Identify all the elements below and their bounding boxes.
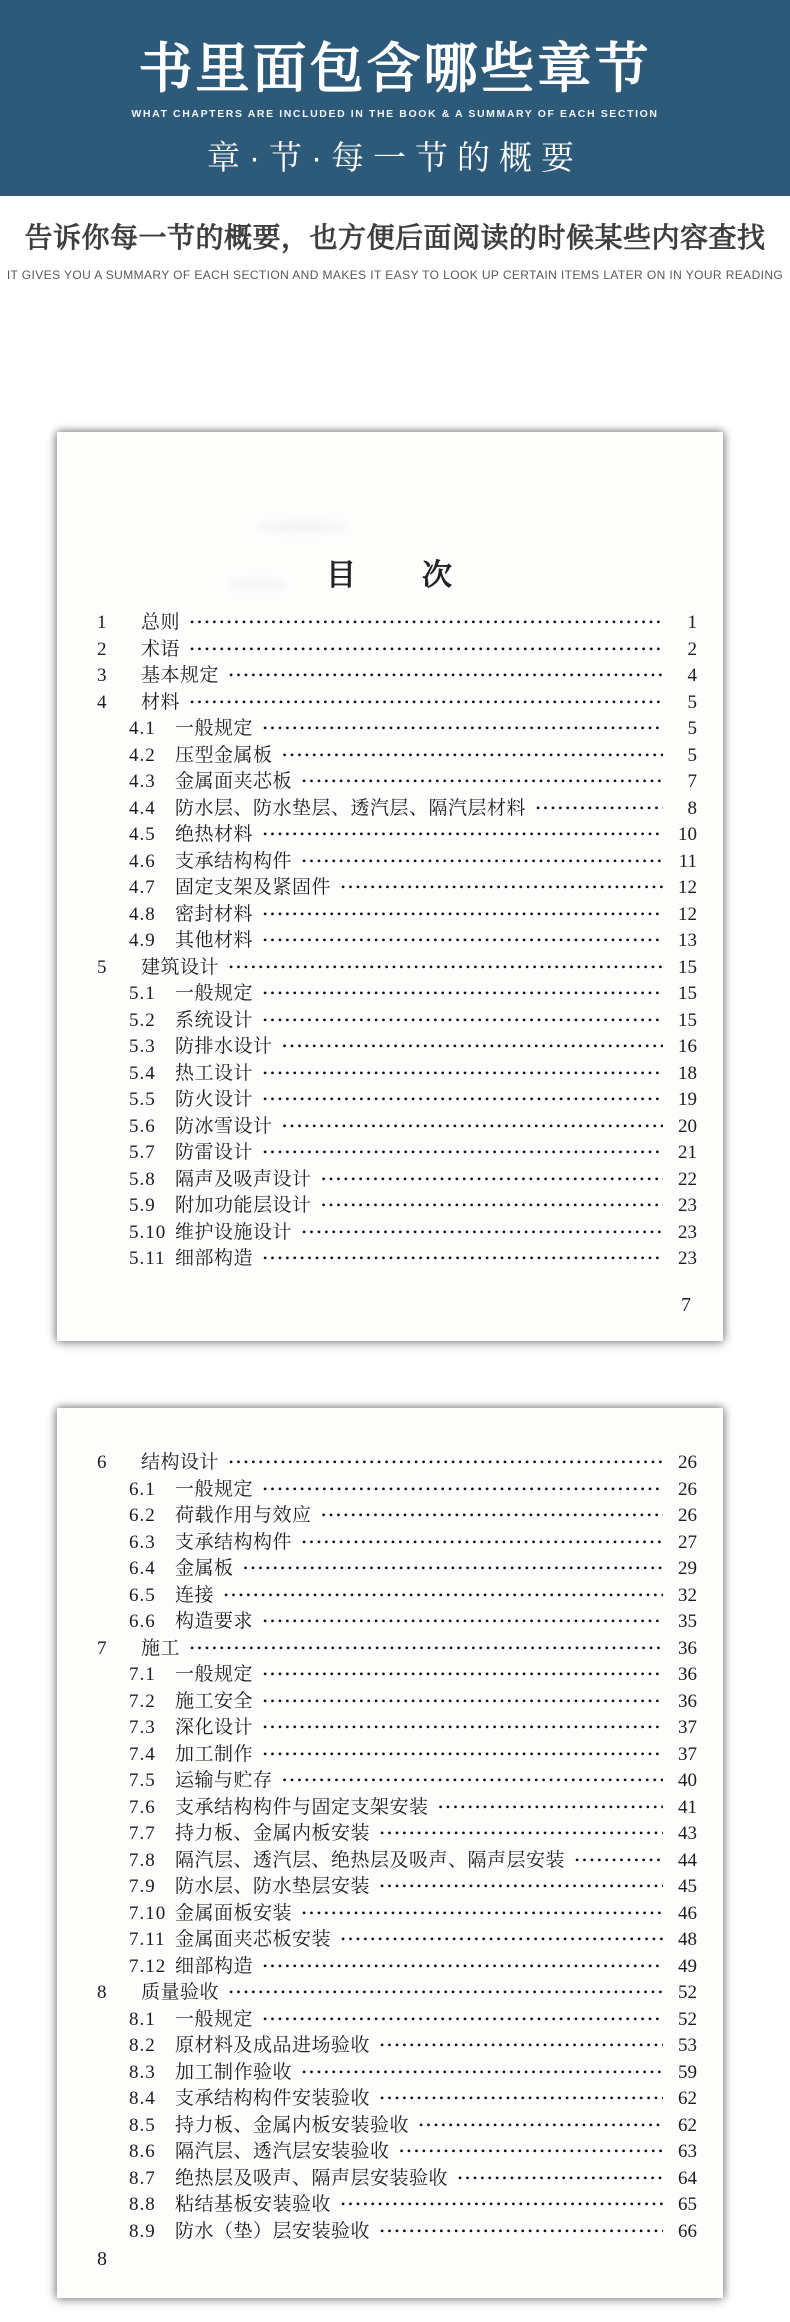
dot-leader <box>419 2119 663 2131</box>
toc-entry-title: 原材料及成品进场验收 <box>175 2035 371 2056</box>
toc-entry <box>57 1795 723 1822</box>
toc-entry-title: 运输与贮存 <box>175 1770 273 1791</box>
toc-entry-title: 密封材料 <box>175 903 254 925</box>
toc-entry <box>57 637 723 664</box>
dot-leader <box>263 1014 663 1026</box>
toc-entry <box>57 610 723 637</box>
toc-entry <box>57 902 723 929</box>
toc-entry-page: 20 <box>678 1115 697 1137</box>
toc-entry-number: 6.2 <box>129 1505 156 1526</box>
toc-entry-title: 构造要求 <box>175 1611 254 1632</box>
toc-entry <box>57 849 723 876</box>
toc-entry-page: 16 <box>678 1036 697 1057</box>
toc-entry-page: 37 <box>678 1743 697 1765</box>
toc-entry-number: 4.5 <box>129 824 156 845</box>
toc-entry-title: 一般规定 <box>175 718 254 739</box>
toc-entry-page: 46 <box>678 1902 697 1924</box>
toc-entry-number: 7.2 <box>129 1690 156 1712</box>
dot-leader <box>224 1589 663 1601</box>
dot-leader <box>302 855 663 867</box>
toc-entry-page: 23 <box>678 1221 697 1243</box>
toc-entry-page: 5 <box>687 744 697 766</box>
toc-entry-number: 8.4 <box>129 2088 156 2109</box>
dot-leader <box>263 2013 663 2025</box>
toc-entry-number: 8.6 <box>129 2141 156 2162</box>
dot-leader <box>380 2225 663 2237</box>
dot-leader <box>263 828 663 840</box>
toc-entry-number: 5.4 <box>129 1062 156 1084</box>
intro-text-english: IT GIVES YOU A SUMMARY OF EACH SECTION AND MAKES IT EASY TO LOOK UP CERTAIN ITEMS LATER ON IN YOUR READING <box>6 268 784 282</box>
dot-leader <box>575 1854 663 1866</box>
toc-entry-number: 4.8 <box>129 903 156 925</box>
toc-entry-title: 加工制作验收 <box>175 2061 293 2083</box>
toc-entry-page: 64 <box>678 2167 697 2189</box>
toc-entry-title: 深化设计 <box>175 1717 254 1738</box>
toc-entry <box>57 955 723 982</box>
toc-entry-number: 6.3 <box>129 1531 156 1553</box>
toc-entry-title: 一般规定 <box>175 983 254 1004</box>
toc-entry <box>57 2033 723 2060</box>
toc-entry-page: 66 <box>678 2220 697 2242</box>
toc-entry-page: 12 <box>678 903 697 925</box>
dot-leader <box>283 1040 663 1052</box>
toc-entry-page: 27 <box>678 1531 697 1553</box>
toc-entry <box>57 1167 723 1194</box>
dot-leader <box>341 2198 663 2210</box>
toc-entry <box>57 1008 723 1035</box>
toc-entry <box>57 1901 723 1928</box>
toc-entry-title: 支承结构构件 <box>175 1531 293 1553</box>
toc-entry <box>57 1583 723 1610</box>
dot-leader <box>263 1615 663 1627</box>
toc-entry-title: 连接 <box>175 1584 215 1606</box>
toc-entry-page: 21 <box>678 1142 697 1163</box>
toc-entry-page: 36 <box>678 1690 697 1712</box>
toc-entry-page: 23 <box>678 1195 697 1216</box>
toc-entry-title: 防水（垫）层安装验收 <box>175 2220 371 2242</box>
toc-entry-page: 65 <box>678 2194 697 2215</box>
toc-entry <box>57 1220 723 1247</box>
toc-entry-number: 7.4 <box>129 1743 156 1765</box>
toc-entry-page: 12 <box>678 877 697 898</box>
toc-entry <box>57 2086 723 2113</box>
toc-entry-number: 7.8 <box>129 1849 156 1871</box>
toc-entry-title: 防火设计 <box>175 1089 254 1110</box>
toc-entry-number: 4.6 <box>129 850 156 872</box>
toc-entry-title: 固定支架及紧固件 <box>175 877 332 898</box>
toc-entry-number: 8 <box>97 1982 107 2003</box>
toc-entry-page: 10 <box>678 824 697 845</box>
toc-entry-title: 维护设施设计 <box>175 1221 293 1243</box>
toc-entry-number: 5.8 <box>129 1168 156 1190</box>
toc-entry-title: 金属板 <box>175 1558 234 1579</box>
toc-scan-page-1 <box>57 432 723 1341</box>
toc-entry <box>57 1742 723 1769</box>
toc-entry <box>57 2219 723 2246</box>
dot-leader <box>263 1093 663 1105</box>
toc-entry-title: 材料 <box>141 691 181 713</box>
toc-entry-title: 防水层、防水垫层、透汽层、隔汽层材料 <box>175 797 527 819</box>
toc-entry-page: 48 <box>678 1929 697 1950</box>
toc-entry-title: 系统设计 <box>175 1009 254 1031</box>
dot-leader <box>244 1562 663 1574</box>
dot-leader <box>439 1801 663 1813</box>
toc-entry-title: 持力板、金属内板安装 <box>175 1823 371 1844</box>
toc-entry-number: 7.7 <box>129 1823 156 1844</box>
toc-list <box>57 1450 723 2245</box>
dot-leader <box>229 669 663 681</box>
toc-entry-page: 41 <box>678 1796 697 1818</box>
toc-entry-title: 隔声及吸声设计 <box>175 1168 312 1190</box>
section-banner <box>0 0 790 196</box>
toc-entry <box>57 1477 723 1504</box>
toc-heading: 目 次 <box>326 559 454 592</box>
dot-leader <box>400 2145 663 2157</box>
dot-leader <box>229 961 663 973</box>
toc-entry-page: 22 <box>678 1168 697 1190</box>
toc-entry <box>57 1556 723 1583</box>
toc-entry-page: 7 <box>687 771 697 792</box>
toc-entry <box>57 928 723 955</box>
toc-entry-page: 36 <box>678 1664 697 1685</box>
banner-subtitle-english: WHAT CHAPTERS ARE INCLUDED IN THE BOOK & A SUMMARY OF EACH SECTION <box>131 108 659 120</box>
dot-leader <box>263 987 663 999</box>
toc-entry-page: 63 <box>678 2141 697 2162</box>
toc-entry-number: 7.11 <box>129 1929 166 1950</box>
toc-entry-title: 质量验收 <box>141 1982 220 2003</box>
dot-leader <box>302 775 663 787</box>
toc-entry-page: 4 <box>687 665 697 686</box>
toc-entry-page: 44 <box>678 1849 697 1871</box>
toc-entry-page: 23 <box>678 1248 697 1269</box>
toc-entry <box>57 1927 723 1954</box>
toc-entry-page: 45 <box>678 1876 697 1897</box>
toc-list <box>57 610 723 1273</box>
toc-entry <box>57 2007 723 2034</box>
toc-entry-title: 施工 <box>141 1637 181 1659</box>
toc-entry-page: 53 <box>678 2035 697 2056</box>
toc-entry-title: 支承结构构件安装验收 <box>175 2088 371 2109</box>
dot-leader <box>190 643 663 655</box>
dot-leader <box>302 1907 663 1919</box>
toc-entry-page: 5 <box>687 691 697 713</box>
toc-entry-page: 11 <box>678 850 697 872</box>
toc-entry-title: 热工设计 <box>175 1062 254 1084</box>
toc-entry-number: 8.9 <box>129 2220 156 2242</box>
toc-entry-number: 6.5 <box>129 1584 156 1606</box>
toc-entry-number: 5 <box>97 956 107 978</box>
toc-entry-title: 防雷设计 <box>175 1142 254 1163</box>
toc-entry <box>57 690 723 717</box>
toc-entry-title: 总则 <box>141 612 181 633</box>
toc-entry-title: 一般规定 <box>175 1478 254 1500</box>
toc-entry-title: 隔汽层、透汽层安装验收 <box>175 2141 390 2162</box>
toc-entry-number: 1 <box>97 612 107 633</box>
toc-entry-title: 术语 <box>141 638 181 660</box>
toc-entry <box>57 2139 723 2166</box>
toc-entry <box>57 2192 723 2219</box>
toc-entry-page: 52 <box>678 2008 697 2030</box>
toc-entry-number: 4 <box>97 691 107 713</box>
toc-entry <box>57 663 723 690</box>
dot-leader <box>283 1120 663 1132</box>
toc-entry-title: 细部构造 <box>175 1248 254 1269</box>
toc-entry-title: 基本规定 <box>141 665 220 686</box>
toc-entry-title: 一般规定 <box>175 2008 254 2030</box>
toc-entry-page: 1 <box>687 612 697 633</box>
toc-entry-title: 粘结基板安装验收 <box>175 2194 332 2215</box>
toc-entry-page: 59 <box>678 2061 697 2083</box>
toc-entry <box>57 1768 723 1795</box>
dot-leader <box>380 2039 663 2051</box>
toc-entry-page: 18 <box>678 1062 697 1084</box>
toc-entry-title: 附加功能层设计 <box>175 1195 312 1216</box>
toc-entry-number: 8.2 <box>129 2035 156 2056</box>
dot-leader <box>263 1748 663 1760</box>
toc-entry <box>57 743 723 770</box>
toc-entry-page: 26 <box>678 1452 697 1473</box>
toc-entry-page: 29 <box>678 1558 697 1579</box>
toc-entry-number: 7.10 <box>129 1902 167 1924</box>
dot-leader <box>380 1880 663 1892</box>
toc-entry <box>57 1609 723 1636</box>
toc-entry <box>57 1034 723 1061</box>
toc-entry <box>57 1450 723 1477</box>
toc-entry-number: 5.3 <box>129 1036 156 1057</box>
toc-entry <box>57 981 723 1008</box>
dot-leader <box>322 1199 663 1211</box>
toc-entry-number: 4.3 <box>129 771 156 792</box>
toc-entry-number: 5.11 <box>129 1248 166 1269</box>
dot-leader <box>302 1226 663 1238</box>
toc-entry-title: 施工安全 <box>175 1690 254 1712</box>
toc-entry-page: 15 <box>678 1009 697 1031</box>
toc-entry <box>57 1140 723 1167</box>
toc-entry-number: 7.3 <box>129 1717 156 1738</box>
toc-entry-title: 加工制作 <box>175 1743 254 1765</box>
toc-entry-title: 绝热层及吸声、隔声层安装验收 <box>175 2167 449 2189</box>
dot-leader <box>536 802 663 814</box>
dot-leader <box>458 2172 663 2184</box>
toc-entry-page: 62 <box>678 2114 697 2136</box>
folio-page-number: 7 <box>681 1294 691 1316</box>
toc-entry-page: 62 <box>678 2088 697 2109</box>
toc-entry-page: 5 <box>687 718 697 739</box>
toc-entry-page: 32 <box>678 1584 697 1606</box>
toc-entry-number: 4.9 <box>129 930 156 951</box>
toc-entry-number: 6.4 <box>129 1558 156 1579</box>
toc-entry <box>57 2166 723 2193</box>
toc-entry <box>57 1874 723 1901</box>
toc-entry <box>57 1061 723 1088</box>
toc-entry-number: 6 <box>97 1452 107 1473</box>
dot-leader <box>263 1067 663 1079</box>
toc-entry <box>57 2113 723 2140</box>
toc-entry-number: 5.7 <box>129 1142 156 1163</box>
toc-entry-number: 7.5 <box>129 1770 156 1791</box>
toc-entry-page: 26 <box>678 1505 697 1526</box>
toc-entry-page: 36 <box>678 1637 697 1659</box>
toc-entry <box>57 1954 723 1981</box>
intro-text-chinese: 告诉你每一节的概要，也方便后面阅读的时候某些内容查找 <box>24 222 766 253</box>
toc-entry-page: 26 <box>678 1478 697 1500</box>
toc-entry-number: 7.9 <box>129 1876 156 1897</box>
toc-entry <box>57 1821 723 1848</box>
toc-entry-page: 8 <box>687 797 697 819</box>
toc-entry <box>57 875 723 902</box>
toc-entry-title: 金属面夹芯板安装 <box>175 1929 332 1950</box>
toc-entry-number: 7.12 <box>129 1955 167 1977</box>
toc-entry-number: 7.1 <box>129 1664 156 1685</box>
banner-subtitle-chinese: 章·节·每一节的概要 <box>207 139 583 176</box>
toc-entry <box>57 796 723 823</box>
toc-entry-number: 4.4 <box>129 797 156 819</box>
toc-entry-number: 8.7 <box>129 2167 156 2189</box>
toc-entry <box>57 1636 723 1663</box>
toc-entry-number: 5.9 <box>129 1195 156 1216</box>
toc-entry-title: 防冰雪设计 <box>175 1115 273 1137</box>
toc-entry-page: 19 <box>678 1089 697 1110</box>
toc-entry <box>57 1503 723 1530</box>
toc-entry-number: 5.2 <box>129 1009 156 1031</box>
toc-entry <box>57 1689 723 1716</box>
toc-entry-title: 一般规定 <box>175 1664 254 1685</box>
dot-leader <box>263 1252 663 1264</box>
dot-leader <box>263 1695 663 1707</box>
folio-page-number: 8 <box>97 2248 107 2270</box>
dot-leader <box>190 616 663 628</box>
toc-entry-number: 3 <box>97 665 107 686</box>
dot-leader <box>283 1774 663 1786</box>
dot-leader <box>263 1960 663 1972</box>
toc-entry-page: 40 <box>678 1770 697 1791</box>
toc-entry <box>57 1848 723 1875</box>
dot-leader <box>229 1986 663 1998</box>
intro-section <box>0 196 790 316</box>
toc-entry-title: 防排水设计 <box>175 1036 273 1057</box>
dot-leader <box>380 1827 663 1839</box>
dot-leader <box>263 908 663 920</box>
toc-entry-number: 5.5 <box>129 1089 156 1110</box>
toc-entry-number: 6.1 <box>129 1478 156 1500</box>
toc-entry-title: 持力板、金属内板安装验收 <box>175 2114 410 2136</box>
dot-leader <box>341 1933 663 1945</box>
banner-title: 书里面包含哪些章节 <box>138 39 652 99</box>
toc-entry <box>57 1114 723 1141</box>
toc-entry-title: 其他材料 <box>175 930 254 951</box>
toc-entry-title: 金属面板安装 <box>175 1902 293 1924</box>
toc-entry-page: 13 <box>678 930 697 951</box>
toc-entry-number: 5.1 <box>129 983 156 1004</box>
dot-leader <box>302 1536 663 1548</box>
toc-entry-page: 15 <box>678 956 697 978</box>
toc-entry-number: 4.1 <box>129 718 156 739</box>
dot-leader <box>322 1173 663 1185</box>
dot-leader <box>283 749 663 761</box>
toc-entry-page: 2 <box>687 638 697 660</box>
toc-entry-page: 15 <box>678 983 697 1004</box>
toc-entry-page: 52 <box>678 1982 697 2003</box>
toc-entry-page: 35 <box>678 1611 697 1632</box>
toc-entry-number: 8.5 <box>129 2114 156 2136</box>
dot-leader <box>229 1456 663 1468</box>
toc-entry-number: 4.7 <box>129 877 156 898</box>
dot-leader <box>190 696 663 708</box>
toc-entry-title: 绝热材料 <box>175 824 254 845</box>
toc-entry-number: 8.1 <box>129 2008 156 2030</box>
toc-entry <box>57 1980 723 2007</box>
toc-entry-number: 5.6 <box>129 1115 156 1137</box>
toc-entry <box>57 1662 723 1689</box>
toc-entry <box>57 1087 723 1114</box>
toc-entry-title: 支承结构构件 <box>175 850 293 872</box>
toc-entry <box>57 1530 723 1557</box>
dot-leader <box>190 1642 663 1654</box>
toc-entry-title: 防水层、防水垫层安装 <box>175 1876 371 1897</box>
toc-entry-page: 49 <box>678 1955 697 1977</box>
toc-entry-page: 37 <box>678 1717 697 1738</box>
toc-entry <box>57 716 723 743</box>
toc-entry <box>57 822 723 849</box>
scan-artifact <box>257 522 347 532</box>
dot-leader <box>263 722 663 734</box>
toc-entry-number: 6.6 <box>129 1611 156 1632</box>
toc-entry-number: 2 <box>97 638 107 660</box>
toc-entry-number: 7.6 <box>129 1796 156 1818</box>
toc-scan-page-2 <box>57 1408 723 2298</box>
toc-entry-title: 压型金属板 <box>175 744 273 766</box>
toc-entry-number: 8.8 <box>129 2194 156 2215</box>
toc-entry-title: 结构设计 <box>141 1452 220 1473</box>
toc-entry-page: 43 <box>678 1823 697 1844</box>
toc-entry-title: 建筑设计 <box>141 956 220 978</box>
toc-entry <box>57 2060 723 2087</box>
dot-leader <box>322 1509 663 1521</box>
dot-leader <box>302 2066 663 2078</box>
toc-entry <box>57 1246 723 1273</box>
dot-leader <box>263 1483 663 1495</box>
dot-leader <box>341 881 663 893</box>
toc-entry-title: 荷载作用与效应 <box>175 1505 312 1526</box>
toc-entry-title: 隔汽层、透汽层、绝热层及吸声、隔声层安装 <box>175 1849 566 1871</box>
toc-entry-number: 5.10 <box>129 1221 167 1243</box>
dot-leader <box>263 1146 663 1158</box>
toc-entry-title: 支承结构构件与固定支架安装 <box>175 1796 429 1818</box>
toc-entry <box>57 1193 723 1220</box>
toc-entry-number: 7 <box>97 1637 107 1659</box>
toc-entry-number: 8.3 <box>129 2061 156 2083</box>
dot-leader <box>263 934 663 946</box>
toc-entry-title: 细部构造 <box>175 1955 254 1977</box>
dot-leader <box>263 1668 663 1680</box>
toc-entry <box>57 769 723 796</box>
toc-entry-title: 金属面夹芯板 <box>175 771 293 792</box>
dot-leader <box>380 2092 663 2104</box>
toc-entry-number: 4.2 <box>129 744 156 766</box>
toc-entry <box>57 1715 723 1742</box>
dot-leader <box>263 1721 663 1733</box>
